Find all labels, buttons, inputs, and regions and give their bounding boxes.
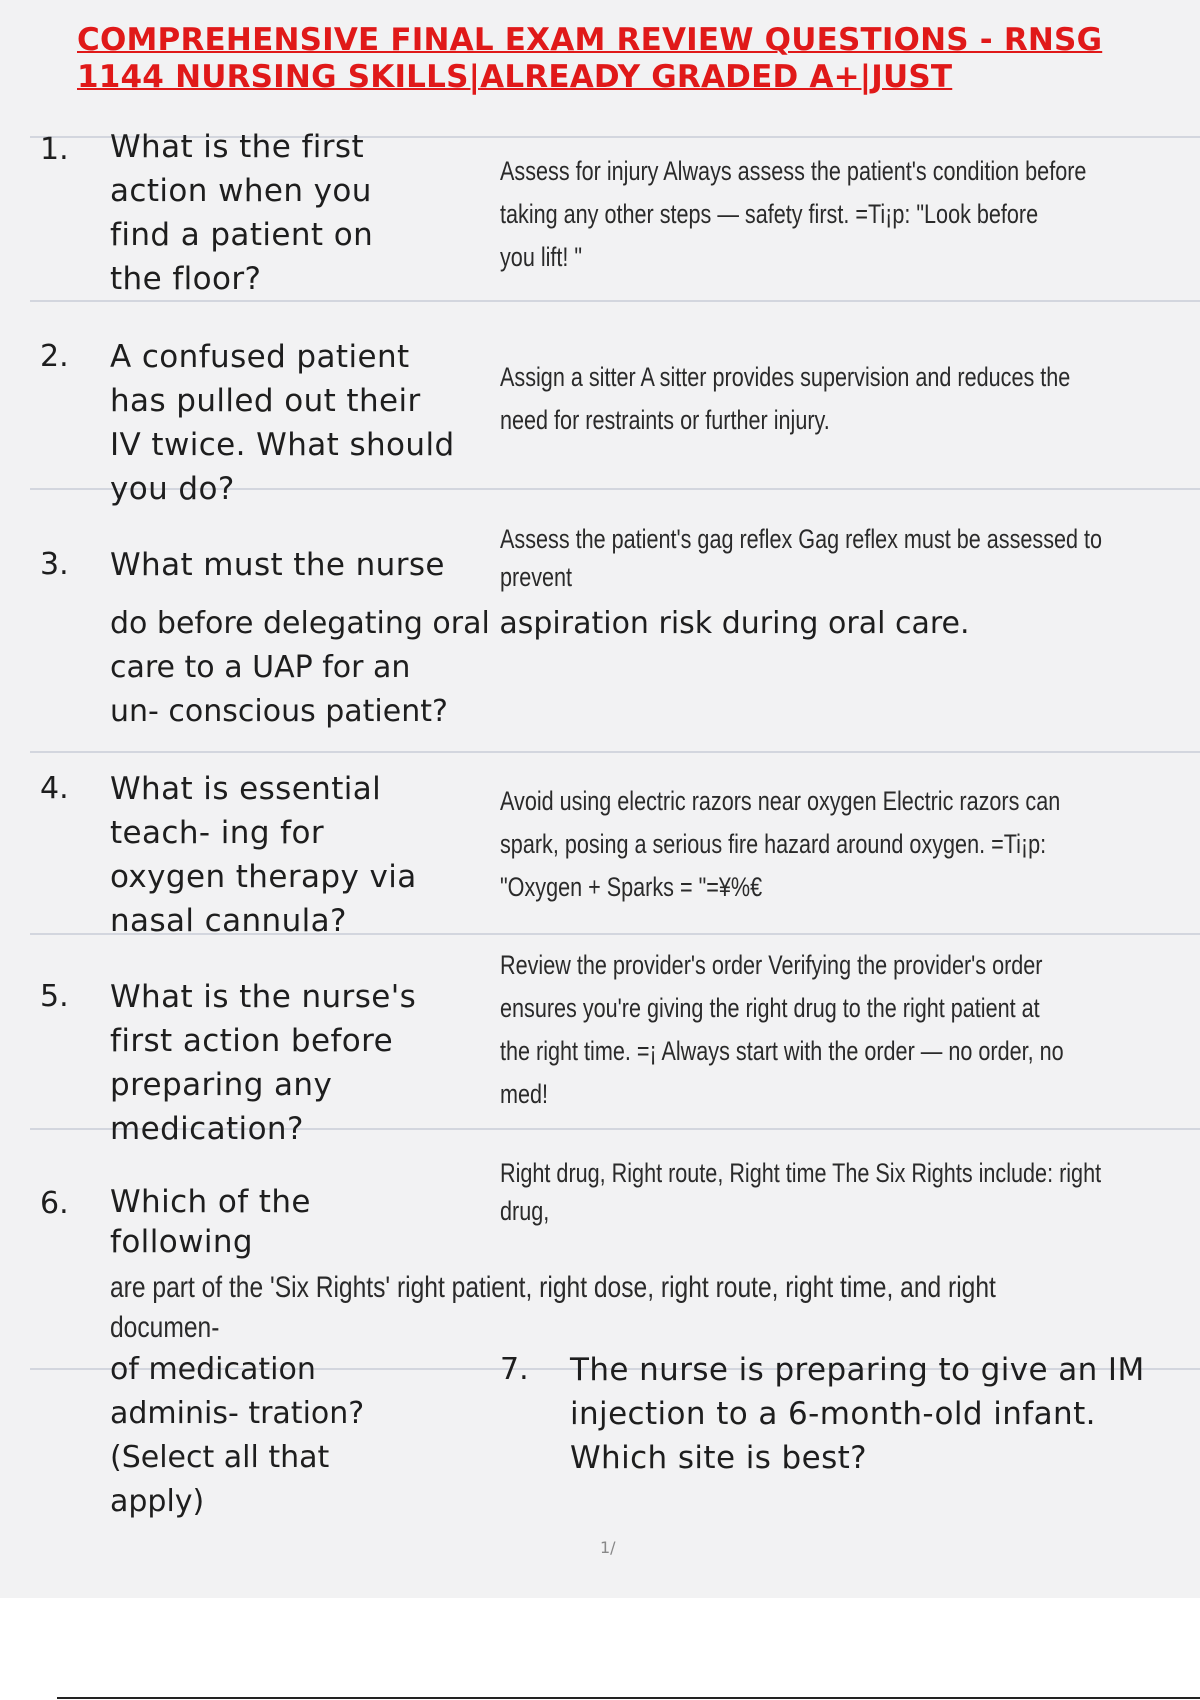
continuation-line: (Select all that [110, 1440, 330, 1475]
question-line: The nurse is preparing to give an IM [570, 1352, 1145, 1388]
question-number: 7. [500, 1352, 529, 1387]
question-line: nasal cannula? [110, 903, 347, 939]
continuation-line: documen- [110, 1311, 220, 1344]
question-line: medication? [110, 1111, 304, 1147]
footer-rule [57, 1697, 1200, 1699]
answer-text [500, 520, 1103, 596]
question-line: following [110, 1224, 253, 1260]
question-line: the floor? [110, 261, 262, 297]
question-line: oxygen therapy via [110, 859, 417, 895]
question-line: you do? [110, 471, 235, 507]
answer-line: Assign a sitter A sitter provides supervision and reduces the [500, 362, 1071, 392]
question-line: teach- ing for [110, 815, 324, 851]
question-line: Which site is best? [570, 1440, 868, 1476]
question-line: A confused patient [110, 339, 410, 375]
question-line: action when you [110, 173, 372, 209]
title-line-1: COMPREHENSIVE FINAL EXAM REVIEW QUESTIONS - RNSG [77, 22, 1103, 58]
answer-line: "Oxygen + Sparks = "=¥%€ [500, 872, 763, 902]
continuation-line: do before delegating oral aspiration risk during oral care. [110, 606, 970, 641]
answer-line: Review the provider's order Verifying the provider's order [500, 950, 1043, 980]
document-title [77, 22, 1192, 96]
question-text [110, 335, 455, 511]
continuation-line: un- conscious patient? [110, 694, 448, 729]
answer-line: Assess the patient's gag reflex Gag reflex must be assessed to [500, 524, 1103, 554]
answer-line: ensures you're giving the right drug to the right patient at [500, 993, 1040, 1023]
question-text [110, 125, 373, 301]
page-number: 1/ [600, 1538, 616, 1557]
answer-line: med! [500, 1079, 549, 1109]
question-continuation [110, 602, 970, 734]
answer-text [500, 356, 1071, 442]
question-line: first action before [110, 1023, 394, 1059]
answer-line: drug, [500, 1196, 550, 1226]
answer-continuation [110, 1268, 996, 1348]
question-line: preparing any [110, 1067, 333, 1103]
question-line: What must the nurse [110, 547, 445, 583]
question-line: injection to a 6-month-old infant. [570, 1396, 1096, 1432]
question-line: find a patient on [110, 217, 374, 253]
continuation-line: adminis- tration? [110, 1396, 365, 1431]
answer-line: prevent [500, 562, 573, 592]
divider [30, 751, 1200, 753]
answer-text [500, 944, 1064, 1116]
question-number: 5. [40, 979, 69, 1014]
title-line-2: 1144 NURSING SKILLS|ALREADY GRADED A+|JUST [77, 59, 953, 95]
question-line: What is the first [110, 129, 365, 165]
continuation-line: are part of the 'Six Rights' right patient, right dose, right route, right time, and right [110, 1271, 996, 1304]
question-line: Which of the [110, 1184, 311, 1220]
answer-line: Right drug, Right route, Right time The Six Rights include: right [500, 1158, 1102, 1188]
question-continuation [110, 1348, 364, 1524]
question-line: What is the nurse's [110, 979, 417, 1015]
question-line: What is essential [110, 771, 382, 807]
continuation-line: of medication [110, 1352, 316, 1387]
question-text [110, 543, 445, 587]
continuation-line: care to a UAP for an [110, 650, 411, 685]
question-number: 3. [40, 547, 69, 582]
question-number: 6. [40, 1186, 69, 1221]
question-line: has pulled out their [110, 383, 421, 419]
answer-text [500, 150, 1087, 279]
answer-line: the right time. =¡ Always start with the order — no order, no [500, 1036, 1064, 1066]
question-text [570, 1348, 1145, 1480]
question-number: 4. [40, 771, 69, 806]
question-text [110, 767, 417, 943]
question-text [110, 975, 468, 1151]
question-number: 1. [40, 132, 69, 167]
question-number: 2. [40, 339, 69, 374]
question-text [110, 1182, 311, 1262]
answer-line: Avoid using electric razors near oxygen Electric razors can [500, 786, 1061, 816]
answer-line: spark, posing a serious fire hazard around oxygen. =Ti¡p: [500, 829, 1047, 859]
answer-line: you lift! " [500, 242, 583, 272]
question-line: IV twice. What should [110, 427, 455, 463]
answer-text [500, 780, 1060, 909]
continuation-line: apply) [110, 1484, 205, 1519]
answer-text [500, 1154, 1102, 1230]
answer-line: Assess for injury Always assess the patient's condition before [500, 156, 1087, 186]
answer-line: need for restraints or further injury. [500, 405, 830, 435]
answer-line: taking any other steps — safety first. =Ti¡p: "Look before [500, 199, 1039, 229]
